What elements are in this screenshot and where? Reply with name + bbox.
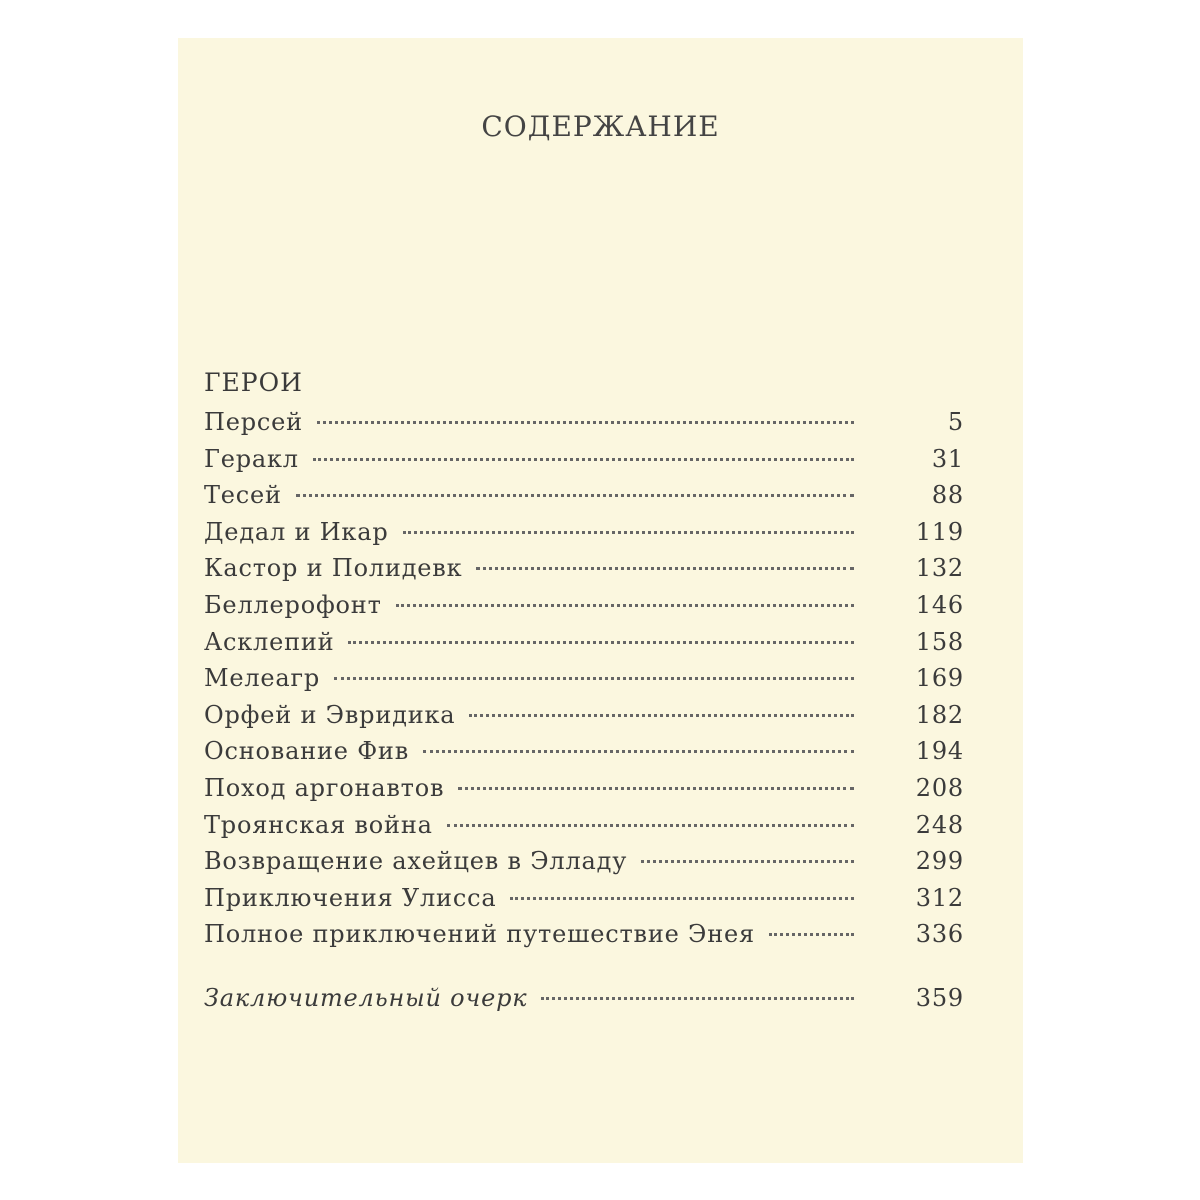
toc-entry-page: 158: [915, 627, 964, 656]
dot-leader: [296, 494, 854, 497]
dot-leader: [334, 677, 854, 680]
toc-entry-title: Тесей: [204, 481, 282, 510]
toc-entry-page: 194: [915, 737, 964, 766]
toc-entry-title: Приключения Улисса: [204, 883, 497, 912]
toc-entry-title: Троянская война: [204, 810, 433, 839]
toc-entry-page: 146: [915, 590, 964, 619]
toc-entry-page: 208: [915, 773, 964, 802]
toc-entry: [204, 884, 964, 921]
toc-entry-title: Асклепий: [204, 627, 335, 656]
toc-entry: [204, 481, 964, 518]
toc-entry-page: 312: [915, 883, 964, 912]
dot-leader: [313, 458, 854, 461]
toc-entry: [204, 445, 964, 482]
toc-entry-title: Кастор и Полидевк: [204, 554, 463, 583]
toc-entry-title: Заключительный очерк: [204, 984, 528, 1012]
dot-leader: [510, 897, 854, 900]
toc-entry: [204, 628, 964, 665]
toc-entry-title: Поход аргонавтов: [204, 773, 445, 802]
toc-entry-final: [204, 984, 964, 1021]
book-page: [178, 38, 1023, 1163]
toc-entry-title: Дедал и Икар: [204, 517, 389, 546]
dot-leader: [469, 714, 854, 717]
page-title: СОДЕРЖАНИЕ: [481, 110, 720, 143]
toc-entry-title: Полное приключений путешествие Энея: [204, 920, 755, 949]
toc-entry-page: 169: [915, 664, 964, 693]
dot-leader: [641, 860, 854, 863]
toc-entry: [204, 811, 964, 848]
dot-leader: [423, 750, 854, 753]
dot-leader: [541, 997, 854, 1000]
toc-entry-title: Персей: [204, 408, 303, 436]
toc-entry-page: 88: [931, 481, 964, 510]
toc-entry: [204, 920, 964, 957]
toc-entry-title: Возвращение ахейцев в Элладу: [204, 847, 628, 876]
section-heading: ГЕРОИ: [204, 368, 303, 397]
toc-entry: [204, 774, 964, 811]
dot-leader: [769, 933, 854, 936]
toc-entry: [204, 664, 964, 701]
toc-entry-title: Мелеагр: [204, 664, 321, 693]
toc-final-list: [204, 984, 964, 1021]
toc-entry-page: 299: [915, 847, 964, 876]
toc-entry-page: 336: [915, 920, 964, 949]
toc-entry-page: 31: [931, 444, 964, 473]
toc-entry: [204, 554, 964, 591]
toc-entry-page: 119: [915, 517, 964, 546]
toc-entry: [204, 518, 964, 555]
toc-entry: [204, 737, 964, 774]
dot-leader: [317, 421, 854, 424]
toc-entry-page: 5: [947, 408, 964, 436]
dot-leader: [458, 787, 854, 790]
toc-entry: [204, 847, 964, 884]
toc-entry-title: Орфей и Эвридика: [204, 700, 456, 729]
toc-entry-page: 359: [915, 984, 964, 1012]
toc-entry: [204, 701, 964, 738]
toc-entry-title: Основание Фив: [204, 737, 410, 766]
dot-leader: [476, 567, 854, 570]
toc-entry: [204, 591, 964, 628]
toc-list: [204, 408, 964, 957]
toc-entry-page: 248: [915, 810, 964, 839]
toc-entry-title: Беллерофонт: [204, 590, 382, 619]
toc-entry-page: 182: [915, 700, 964, 729]
dot-leader: [348, 641, 854, 644]
dot-leader: [447, 824, 854, 827]
dot-leader: [396, 604, 854, 607]
toc-entry-title: Геракл: [204, 444, 299, 473]
toc-entry-page: 132: [915, 554, 964, 583]
toc-entry: [204, 408, 964, 445]
dot-leader: [403, 531, 854, 534]
